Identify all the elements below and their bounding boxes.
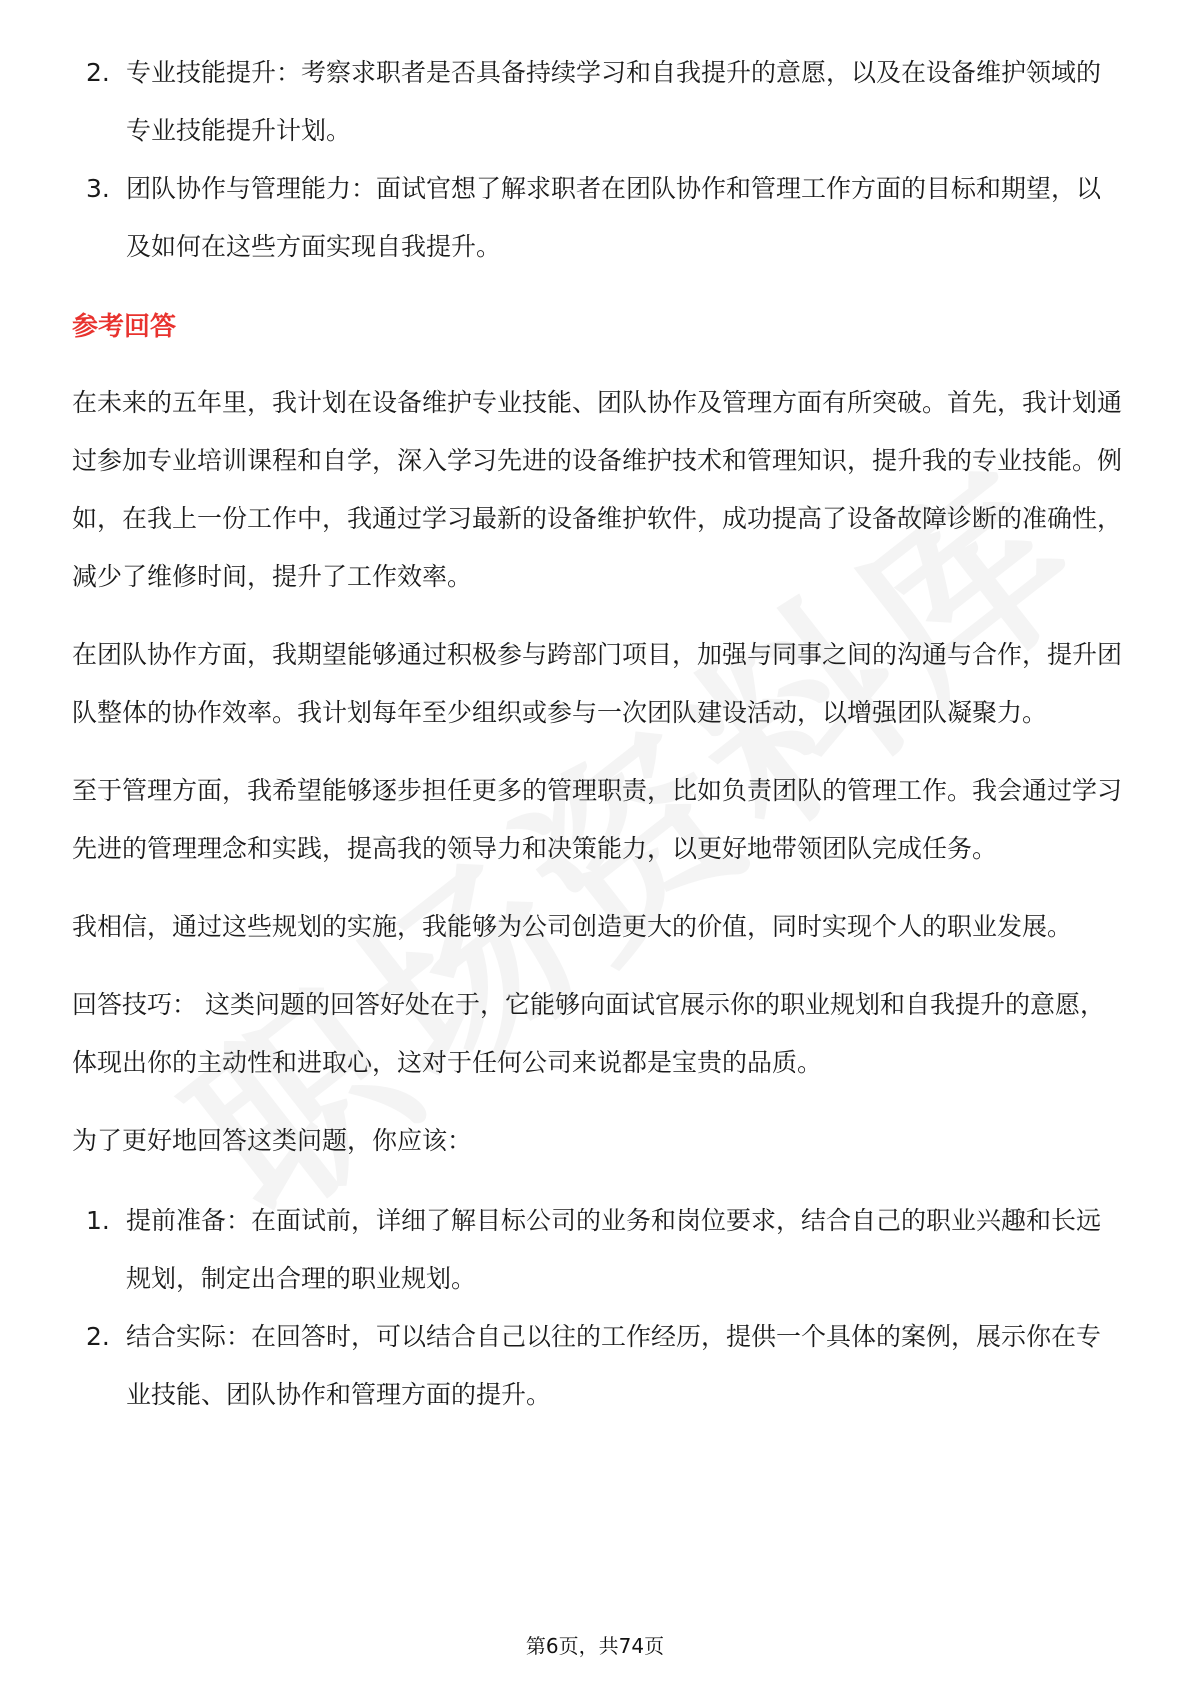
list-item-text: 团队协作与管理能力：面试官想了解求职者在团队协作和管理工作方面的目标和期望，以及如何在这些方面实现自我提升。 [126, 174, 1102, 261]
answer-paragraph: 在未来的五年里，我计划在设备维护专业技能、团队协作及管理方面有所突破。首先，我计划通过参加专业培训课程和自学，深入学习先进的设备维护技术和管理知识，提升我的专业技能。例如，在我上一份工作中，我通过学习最新的设备维护软件，成功提高了设备故障诊断的准确性，减少了维修时间，提升了工作效率。 [72, 388, 1123, 591]
answer-paragraph: 至于管理方面，我希望能够逐步担任更多的管理职责，比如负责团队的管理工作。我会通过学习先进的管理理念和实践，提高我的领导力和决策能力，以更好地带领团队完成任务。 [72, 776, 1123, 863]
list-number: 3. [86, 174, 110, 203]
page-content [72, 44, 1122, 1424]
list-item [72, 44, 1122, 160]
list-item [72, 1308, 1122, 1424]
list-number: 1. [86, 1206, 110, 1235]
list-item-text: 专业技能提升：考察求职者是否具备持续学习和自我提升的意愿，以及在设备维护领域的专业技能提升计划。 [126, 58, 1102, 145]
bottom-numbered-list [72, 1192, 1122, 1424]
answer-paragraph: 我相信，通过这些规划的实施，我能够为公司创造更大的价值，同时实现个人的职业发展。 [72, 912, 1073, 941]
list-number: 2. [86, 1322, 110, 1351]
list-item [72, 1192, 1122, 1308]
list-number: 2. [86, 58, 110, 87]
answer-paragraph: 在团队协作方面，我期望能够通过积极参与跨部门项目，加强与同事之间的沟通与合作，提升团队整体的协作效率。我计划每年至少组织或参与一次团队建设活动，以增强团队凝聚力。 [72, 640, 1123, 727]
page-number-footer: 第6页，共74页 [525, 1634, 665, 1658]
section-title: 参考回答 [72, 312, 177, 342]
list-item-text: 提前准备：在面试前，详细了解目标公司的业务和岗位要求，结合自己的职业兴趣和长远规划，制定出合理的职业规划。 [126, 1206, 1102, 1293]
list-item-text: 结合实际：在回答时，可以结合自己以往的工作经历，提供一个具体的案例，展示你在专业技能、团队协作和管理方面的提升。 [126, 1322, 1102, 1409]
how-to-intro: 为了更好地回答这类问题，你应该： [72, 1126, 473, 1155]
tips-paragraph: 回答技巧： 这类问题的回答好处在于，它能够向面试官展示你的职业规划和自我提升的意愿，体现出你的主动性和进取心，这对于任何公司来说都是宝贵的品质。 [72, 990, 1105, 1077]
list-item [72, 160, 1122, 276]
top-numbered-list [72, 44, 1122, 276]
